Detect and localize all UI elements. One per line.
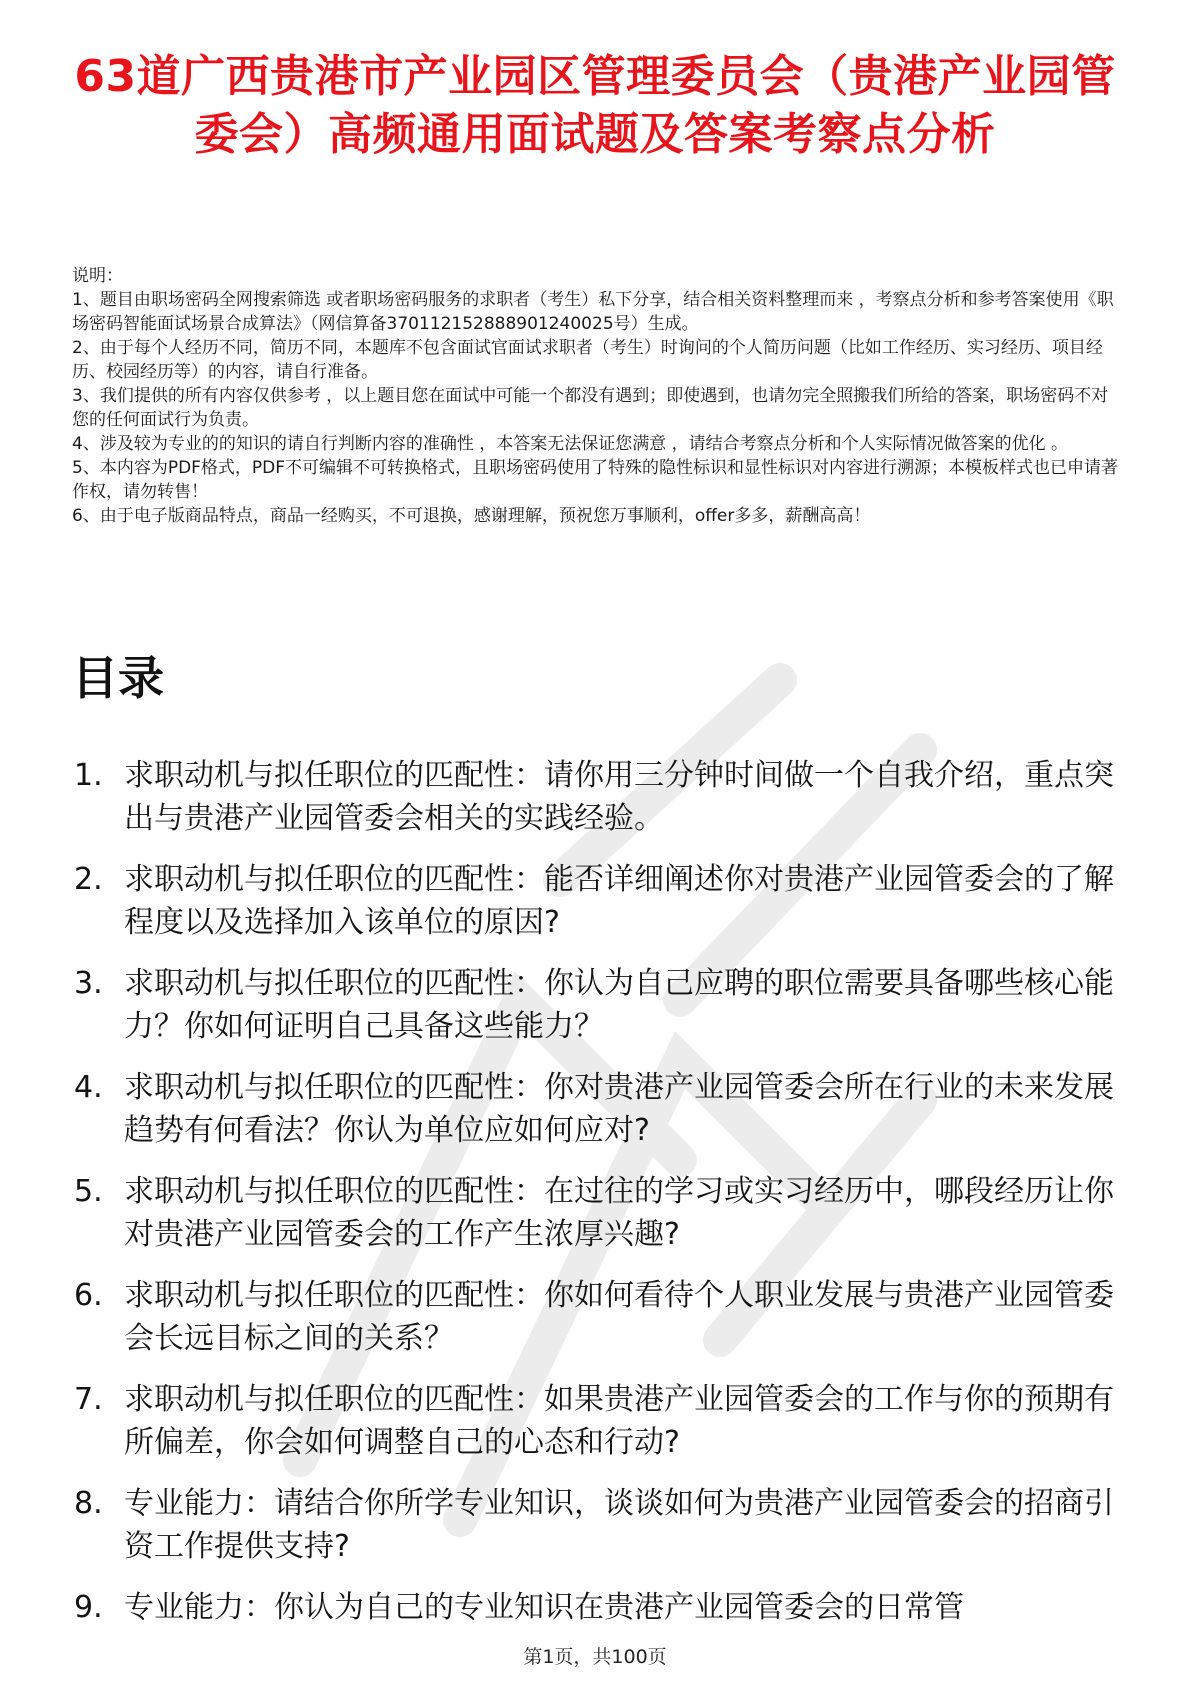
table-of-contents <box>72 754 1122 1647</box>
toc-item[interactable] <box>72 1066 1122 1152</box>
toc-item-number: 9. <box>74 1590 103 1625</box>
disclaimer-notes <box>72 264 1122 528</box>
toc-item-number: 1. <box>74 758 103 793</box>
document-title: 63道广西贵港市产业园区管理委员会（贵港产业园管委会）高频通用面试题及答案考察点分析 <box>74 51 1116 160</box>
toc-item[interactable] <box>72 1274 1122 1360</box>
toc-item-text: 求职动机与拟任职位的匹配性：请你用三分钟时间做一个自我介绍，重点突出与贵港产业园管委会相关的实践经验。 <box>124 758 1114 836</box>
toc-item[interactable] <box>72 1170 1122 1256</box>
page-footer: 第1页，共100页 <box>523 1646 667 1668</box>
toc-item[interactable] <box>72 1586 1122 1629</box>
toc-item-text: 求职动机与拟任职位的匹配性：你认为自己应聘的职位需要具备哪些核心能力？你如何证明自己具备这些能力？ <box>124 966 1114 1044</box>
note-item: 5、本内容为PDF格式，PDF不可编辑不可转换格式，且职场密码使用了特殊的隐性标识和显性标识对内容进行溯源；本模板样式也已申请著作权，请勿转售！ <box>72 458 1119 502</box>
toc-heading: 目录 <box>72 651 164 705</box>
toc-item[interactable] <box>72 1378 1122 1464</box>
toc-item[interactable] <box>72 858 1122 944</box>
toc-item-text: 专业能力：请结合你所学专业知识，谈谈如何为贵港产业园管委会的招商引资工作提供支持? <box>124 1486 1114 1564</box>
toc-item-number: 8. <box>74 1486 103 1521</box>
toc-item-text: 求职动机与拟任职位的匹配性：能否详细阐述你对贵港产业园管委会的了解程度以及选择加入该单位的原因? <box>124 862 1114 940</box>
note-item: 3、我们提供的所有内容仅供参考 ，以上题目您在面试中可能一个都没有遇到；即使遇到，也请勿完全照搬我们所给的答案，职场密码不对您的任何面试行为负责。 <box>72 386 1109 430</box>
toc-item-text: 求职动机与拟任职位的匹配性：你如何看待个人职业发展与贵港产业园管委会长远目标之间的关系？ <box>124 1278 1114 1356</box>
toc-item-number: 6. <box>74 1278 103 1313</box>
note-item: 6、由于电子版商品特点，商品一经购买，不可退换，感谢理解，预祝您万事顺利，offer多多，薪酬高高！ <box>72 506 871 526</box>
toc-item[interactable] <box>72 754 1122 840</box>
toc-item-number: 3. <box>74 966 103 1001</box>
toc-item-text: 求职动机与拟任职位的匹配性：如果贵港产业园管委会的工作与你的预期有所偏差，你会如何调整自己的心态和行动? <box>124 1382 1114 1460</box>
toc-item-number: 7. <box>74 1382 103 1417</box>
note-item: 1、题目由职场密码全网搜索筛选 或者职场密码服务的求职者（考生）私下分享，结合相关资料整理而来 ，考察点分析和参考答案使用《职场密码智能面试场景合成算法》（网信算备370112152888901240025号）生成。 <box>72 290 1114 334</box>
toc-item[interactable] <box>72 1482 1122 1568</box>
notes-heading: 说明： <box>72 266 123 286</box>
note-item: 4、涉及较为专业的的知识的请自行判断内容的准确性 ，本答案无法保证您满意 ，请结合考察点分析和个人实际情况做答案的优化 。 <box>72 434 1069 454</box>
toc-item[interactable] <box>72 962 1122 1048</box>
note-item: 2、由于每个人经历不同，简历不同，本题库不包含面试官面试求职者（考生）时询问的个人简历问题（比如工作经历、实习经历、项目经历、校园经历等）的内容，请自行准备。 <box>72 338 1103 382</box>
toc-item-number: 5. <box>74 1174 103 1209</box>
toc-item-text: 专业能力：你认为自己的专业知识在贵港产业园管委会的日常管 <box>124 1590 964 1625</box>
toc-item-number: 4. <box>74 1070 103 1105</box>
toc-item-text: 求职动机与拟任职位的匹配性：你对贵港产业园管委会所在行业的未来发展趋势有何看法？你认为单位应如何应对? <box>124 1070 1114 1148</box>
toc-item-text: 求职动机与拟任职位的匹配性：在过往的学习或实习经历中，哪段经历让你对贵港产业园管委会的工作产生浓厚兴趣? <box>124 1174 1114 1252</box>
toc-item-number: 2. <box>74 862 103 897</box>
